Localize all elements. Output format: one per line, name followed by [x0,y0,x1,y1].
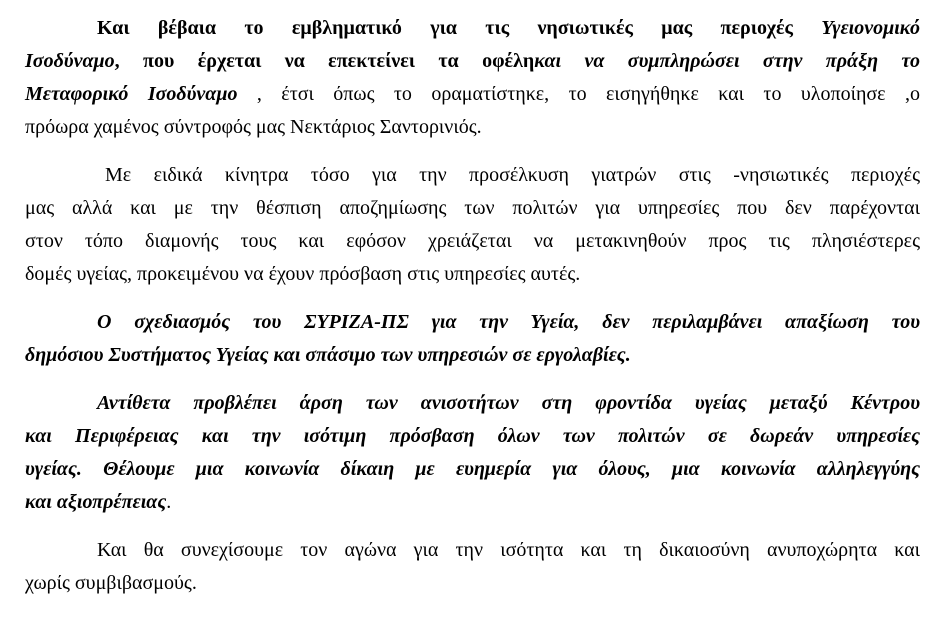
paragraph-2-line-2: μας αλλά και με την θέσπιση αποζημίωσης των πολιτών για υπηρεσίες που δεν παρέχονται [25,197,920,219]
p1-line2-italic: Ισοδύναμο [25,50,115,72]
paragraph-1-line-3 [25,80,920,108]
p1-line1-text: Και βέβαια το εμβληματικό για τις νησιωτικές μας περιοχές [97,17,793,39]
paragraph-4-line-1: Αντίθετα προβλέπει άρση των ανισοτήτων στη φροντίδα υγείας μεταξύ Κέντρου [97,392,920,414]
paragraph-4-line-4 [25,488,171,516]
p1-line2-bold: , που έρχεται να επεκτείνει τα οφέλη [114,50,535,72]
p4-line4-italic: και αξιοπρέπειας [25,491,167,513]
paragraph-4-line-3: υγείας. Θέλουμε μια κοινωνία δίκαιη με ευημερία για όλους, μια κοινωνία αλληλεγγύης [25,458,920,480]
p1-line1-italic: Υγειονομικό [821,17,920,39]
paragraph-4-line-2: και Περιφέρειας και την ισότιμη πρόσβαση όλων των πολιτών σε δωρεάν υπηρεσίες [25,425,920,447]
p1-line3-text: , έτσι όπως το οραματίστηκε, το εισηγήθηκε και το υλοποίησε ,ο [237,83,920,105]
paragraph-2-line-1: Με ειδικά κίνητρα τόσο για την προσέλκυση γιατρών στις -νησιωτικές περιοχές [105,164,920,186]
paragraph-2-line-3: στον τόπο διαμονής τους και εφόσον χρειάζεται να μετακινηθούν προς τις πλησιέστερες [25,230,920,252]
paragraph-2-line-4: δομές υγείας, προκειμένου να έχουν πρόσβαση στις υπηρεσίες αυτές. [25,263,581,285]
paragraph-1-line-1 [97,14,920,42]
p4-line4-period: . [166,491,172,513]
paragraph-1-line-4: πρόωρα χαμένος σύντροφός μας Νεκτάριος Σαντορινιός. [25,116,482,138]
paragraph-1-line-2 [25,47,920,75]
paragraph-3-line-1: Ο σχεδιασμός του ΣΥΡΙΖΑ-ΠΣ για την Υγεία, δεν περιλαμβάνει απαξίωση του [97,311,920,333]
p1-line2-italic-b: και να συμπληρώσει στην πράξη το [534,50,920,72]
paragraph-5-line-1: Και θα συνεχίσουμε τον αγώνα για την ισότητα και τη δικαιοσύνη ανυποχώρητα και [97,539,920,561]
paragraph-3-line-2: δημόσιου Συστήματος Υγείας και σπάσιμο των υπηρεσιών σε εργολαβίες. [25,344,631,366]
p1-line3-italic: Μεταφορικό Ισοδύναμο [25,83,238,105]
paragraph-5-line-2: χωρίς συμβιβασμούς. [25,572,197,594]
